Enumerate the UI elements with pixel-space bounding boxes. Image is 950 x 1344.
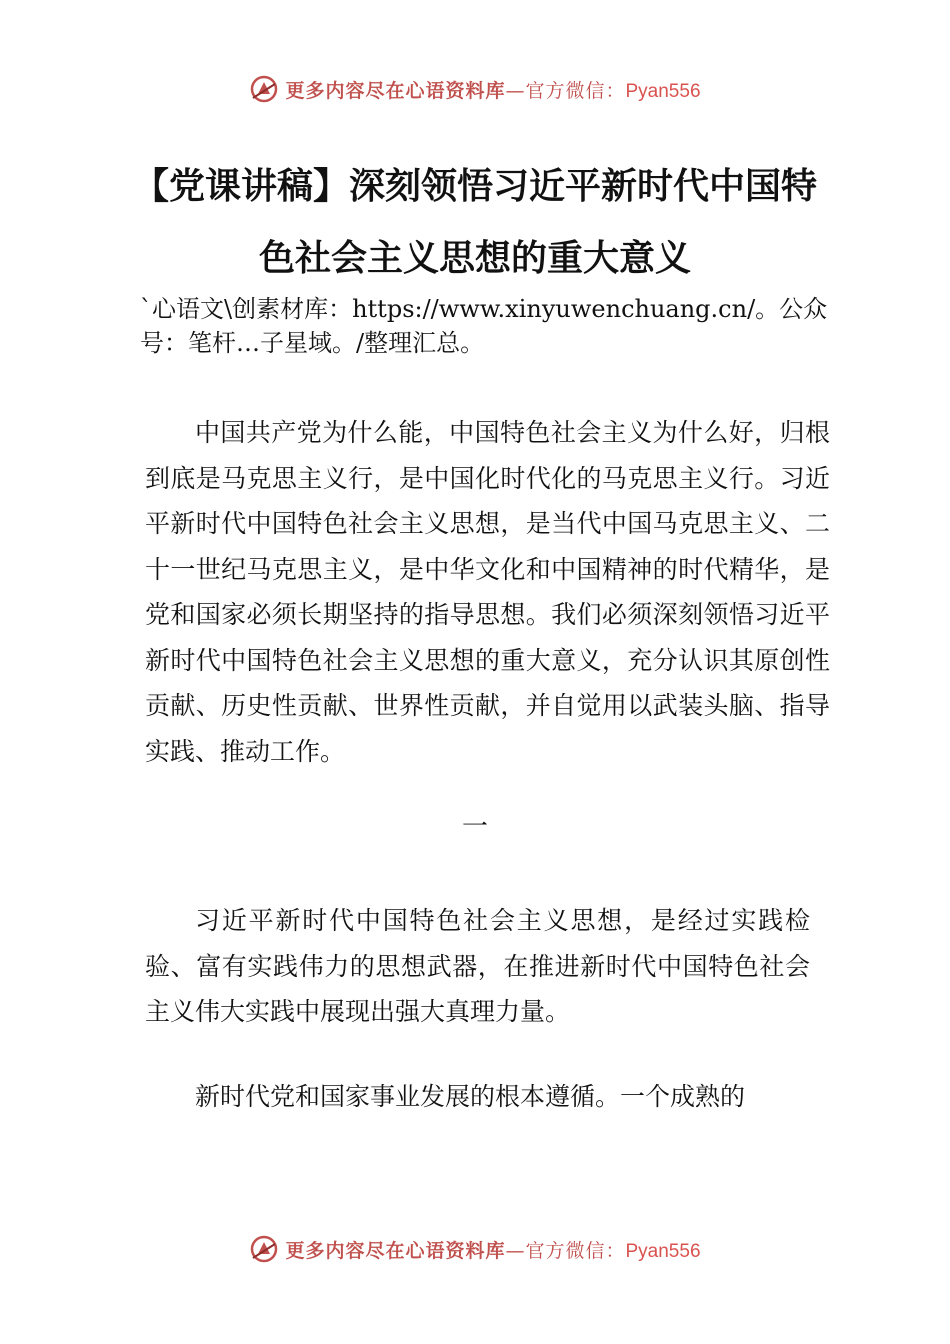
section-heading: 一 — [461, 812, 488, 842]
banner-wechat-id: Pyan556 — [625, 1240, 701, 1262]
document-title-line1: 【党课讲稿】深刻领悟习近平新时代中国特 — [132, 166, 817, 207]
paragraph-1: 中国共产党为什么能，中国特色社会主义为什么好，归根到底是马克思主义行，是中国化时代化的马克思主义行。习近平新时代中国特色社会主义思想，是当代中国马克思主义、二十一世纪马克思主义，是中华文化和中国精神的时代精华，是党和国家必须长期坚持的指导思想。我们必须深刻领悟习近平新时代中国特色社会主义思想的重大意义，充分认识其原创性贡献、历史性贡献、世界性贡献，并自觉用以武装头脑、指导实践、推动工作。 — [145, 418, 830, 766]
banner-main-text: 更多内容尽在心语资料库 — [285, 1239, 506, 1262]
paragraph-2: 习近平新时代中国特色社会主义思想，是经过实践检验、富有实践伟力的思想武器，在推进新时代中国特色社会主义伟大实践中展现出强大真理力量。 — [145, 906, 810, 1026]
brand-logo-icon — [249, 1234, 279, 1264]
brand-logo-icon — [249, 74, 279, 104]
banner-dash: — — [505, 1239, 526, 1262]
banner-wechat-id: Pyan556 — [625, 80, 701, 102]
banner-text — [285, 1236, 700, 1263]
footer-banner — [0, 1234, 950, 1264]
banner-text — [285, 76, 700, 103]
banner-wechat-label: 官方微信： — [525, 79, 626, 102]
source-note: `心语文\创素材库：https://www.xinyuwenchuang.cn/。公众号：笔杆…子星域。/整理汇总。 — [140, 295, 828, 357]
banner-main-text: 更多内容尽在心语资料库 — [285, 79, 506, 102]
paragraph-3: 新时代党和国家事业发展的根本遵循。一个成熟的 — [195, 1082, 746, 1111]
banner-dash: — — [505, 79, 526, 102]
banner-wechat-label: 官方微信： — [525, 1239, 626, 1262]
header-banner — [0, 74, 950, 104]
document-title-line2: 色社会主义思想的重大意义 — [258, 238, 691, 279]
